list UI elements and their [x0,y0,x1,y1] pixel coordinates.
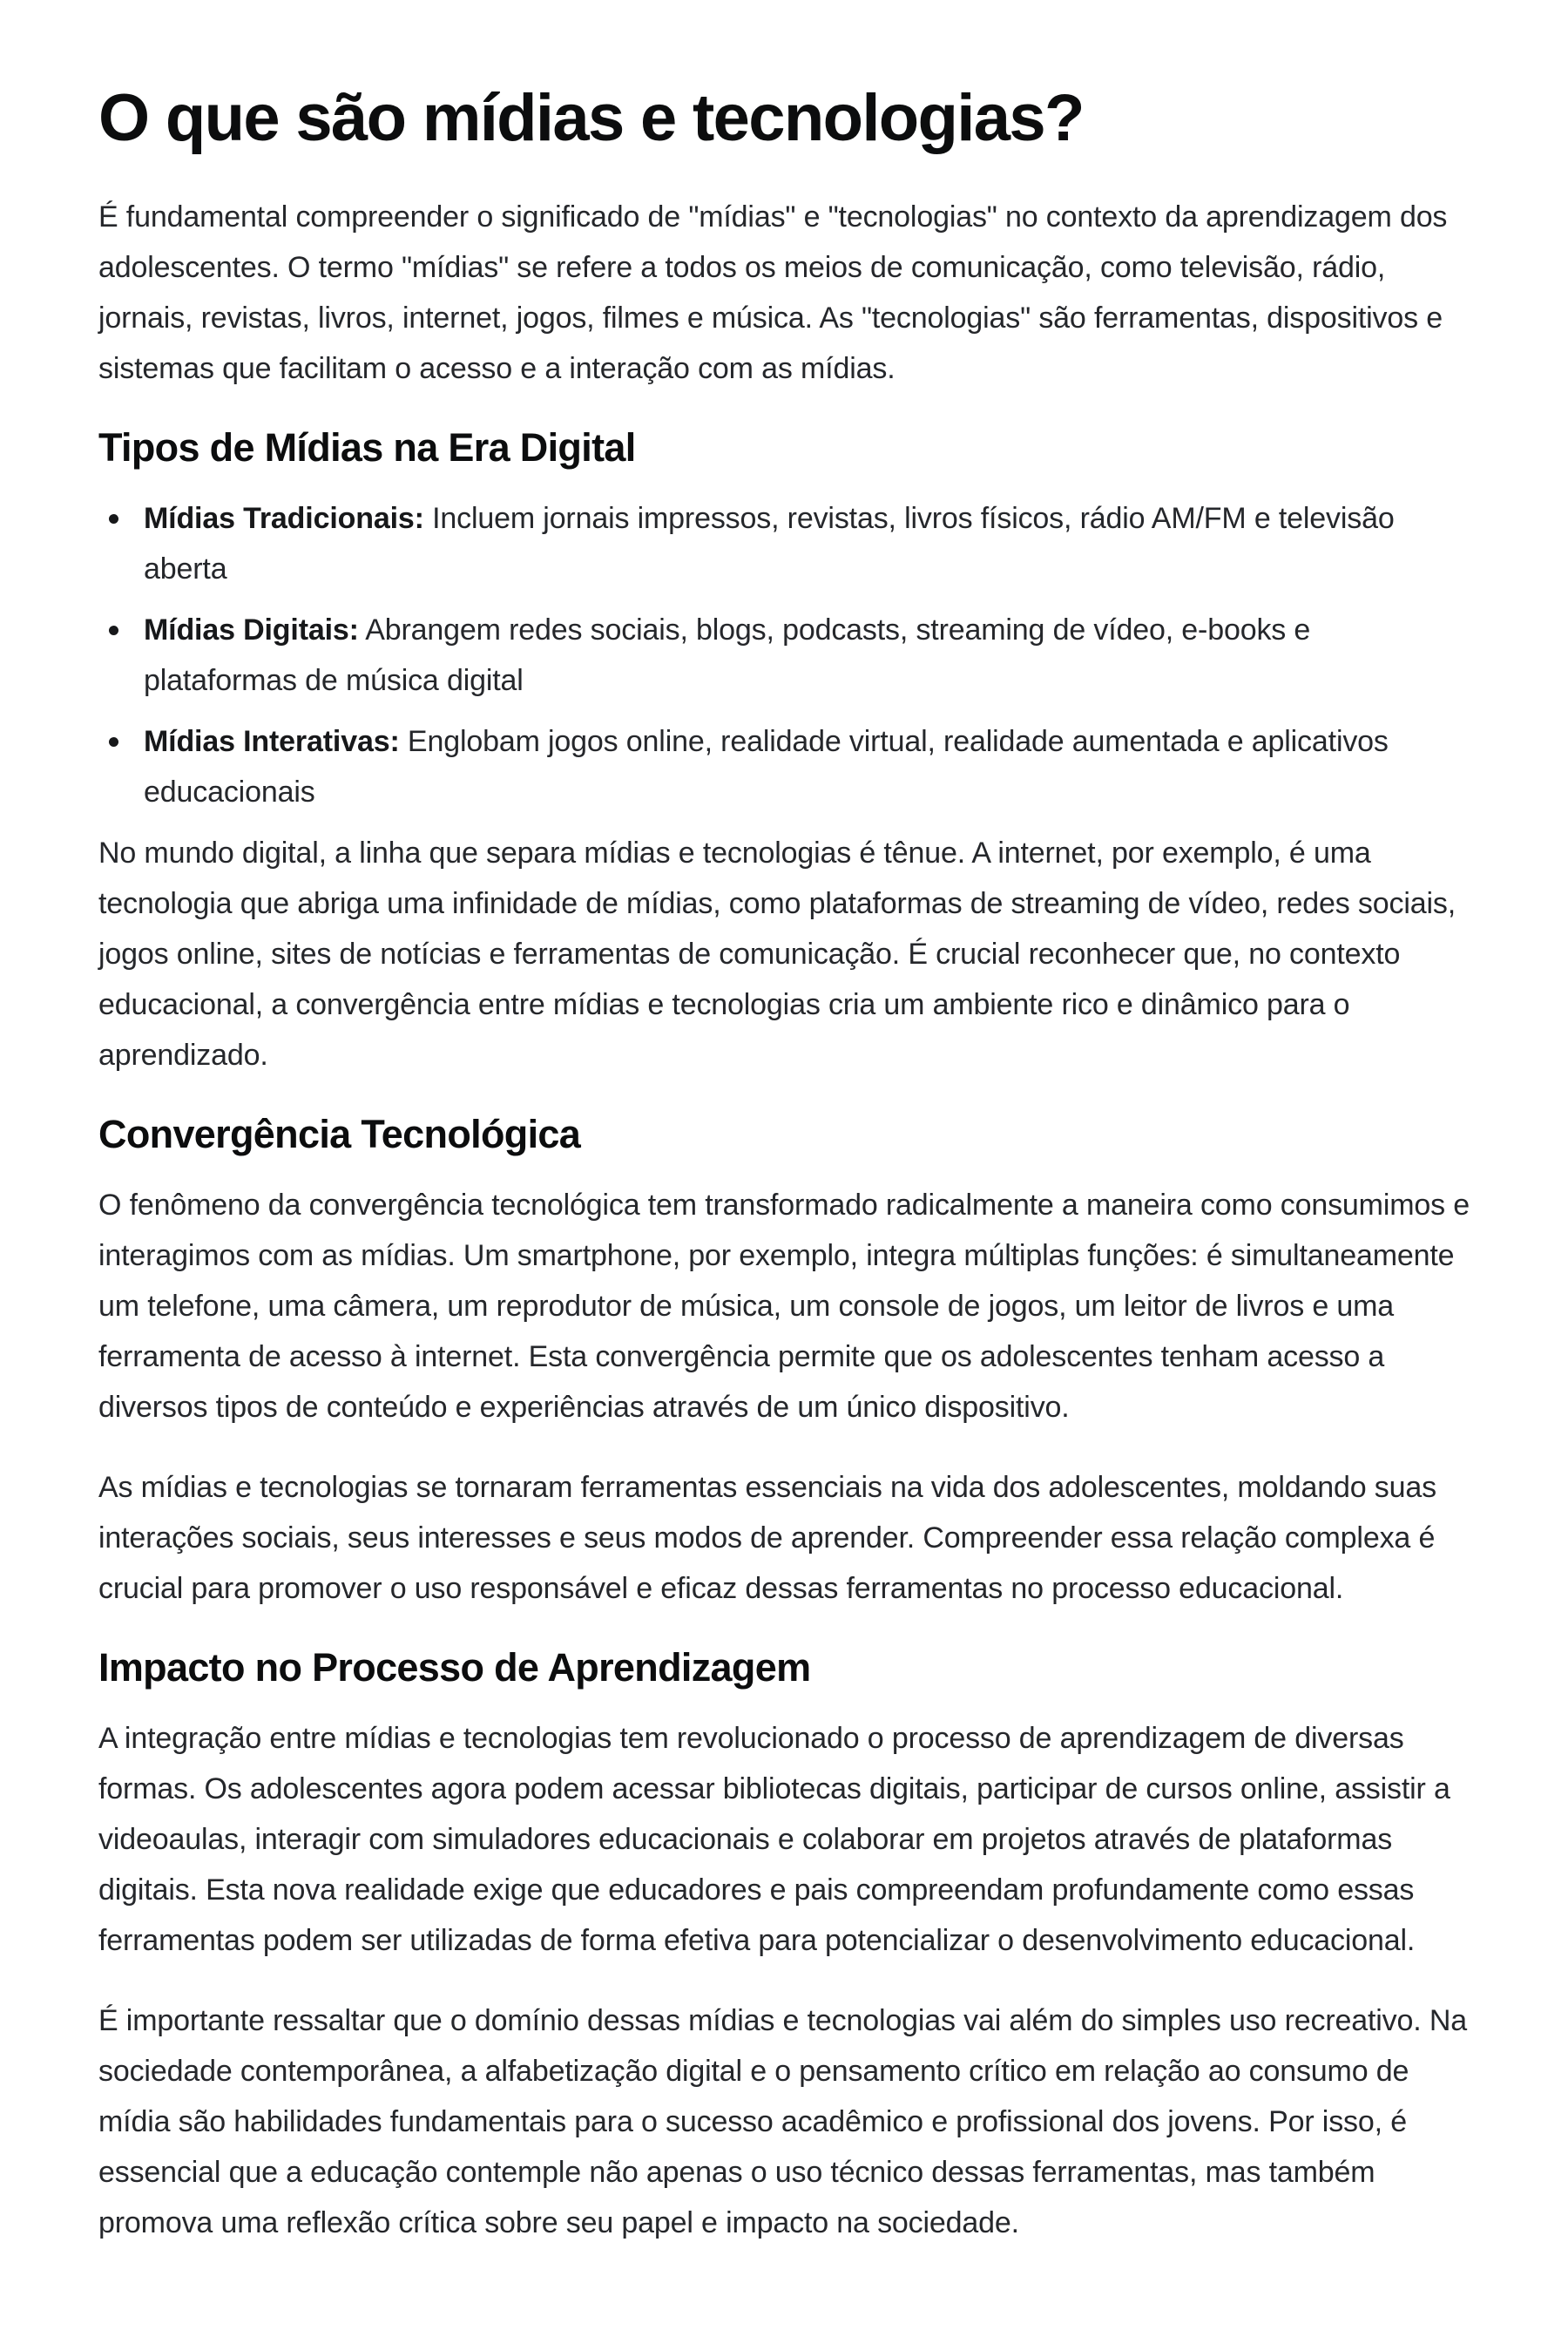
bullet-text: Englobam jogos online, realidade virtual, realidade aumentada e aplicativos educacionais [144,725,1389,809]
list-item [98,493,1470,594]
paragraph: As mídias e tecnologias se tornaram ferramentas essenciais na vida dos adolescentes, moldando suas interações sociais, seus interesses e seus modos de aprender. Compreender essa relação complexa é crucial para promover o uso responsável e eficaz dessas ferramentas no processo educacional. [98,1471,1436,1605]
bullet-icon [109,737,118,747]
paragraph: A integração entre mídias e tecnologias tem revolucionado o processo de aprendizagem de diversas formas. Os adolescentes agora podem acessar bibliotecas digitais, participar de cursos online, assistir a videoaulas, interagir com simuladores educacionais e colaborar em projetos através de plataformas digitais. Esta nova realidade exige que educadores e pais compreendam profundamente como essas ferramentas podem ser utilizadas de forma efetiva para potencializar o desenvolvimento educacional. [98,1722,1450,1957]
bullet-text: Abrangem redes sociais, blogs, podcasts, streaming de vídeo, e-books e plataformas de música digital [144,613,1311,697]
page-title: O que são mídias e tecnologias? [98,81,1084,155]
list-item [98,605,1470,706]
section-impacto-aprendizagem [98,1643,1470,2248]
section-heading-impacto-aprendizagem: Impacto no Processo de Aprendizagem [98,1645,811,1690]
section-tipos-de-midias [98,423,1470,1080]
paragraph: O fenômeno da convergência tecnológica tem transformado radicalmente a maneira como consumimos e interagimos com as mídias. Um smartphone, por exemplo, integra múltiplas funções: é simultaneamente um telefone, uma câmera, um reprodutor de música, um console de jogos, um leitor de livros e uma ferramenta de acesso à internet. Esta convergência permite que os adolescentes tenham acesso a diversos tipos de conteúdo e experiências através de um único dispositivo. [98,1189,1470,1424]
section-convergencia-tecnologica [98,1110,1470,1614]
intro-paragraph: É fundamental compreender o significado de "mídias" e "tecnologias" no contexto da aprendizagem dos adolescentes. O termo "mídias" se refere a todos os meios de comunicação, como televisão, rádio, jornais, revistas, livros, internet, jogos, filmes e música. As "tecnologias" são ferramentas, dispositivos e sistemas que facilitam o acesso e a interação com as mídias. [98,200,1448,385]
paragraph: É importante ressaltar que o domínio dessas mídias e tecnologias vai além do simples uso recreativo. Na sociedade contemporânea, a alfabetização digital e o pensamento crítico em relação ao consumo de mídia são habilidades fundamentais para o sucesso acadêmico e profissional dos jovens. Por isso, é essencial que a educação contemple não apenas o uso técnico dessas ferramentas, mas também promova uma reflexão crítica sobre seu papel e impacto na sociedade. [98,2004,1467,2239]
bullet-text: Incluem jornais impressos, revistas, livros físicos, rádio AM/FM e televisão aberta [144,502,1395,586]
bullet-icon [109,514,118,524]
bullet-term: Mídias Tradicionais: [144,502,424,535]
section-heading-tipos-de-midias: Tipos de Mídias na Era Digital [98,425,636,470]
paragraph: No mundo digital, a linha que separa mídias e tecnologias é tênue. A internet, por exemplo, é uma tecnologia que abriga uma infinidade de mídias, como plataformas de streaming de vídeo, redes sociais, jogos online, sites de notícias e ferramentas de comunicação. É crucial reconhecer que, no contexto educacional, a convergência entre mídias e tecnologias cria um ambiente rico e dinâmico para o aprendizado. [98,837,1456,1072]
bullet-term: Mídias Digitais: [144,613,359,647]
media-types-list [98,493,1470,817]
section-heading-convergencia-tecnologica: Convergência Tecnológica [98,1112,581,1156]
bullet-term: Mídias Interativas: [144,725,400,758]
bullet-icon [109,626,118,635]
list-item [98,716,1470,817]
